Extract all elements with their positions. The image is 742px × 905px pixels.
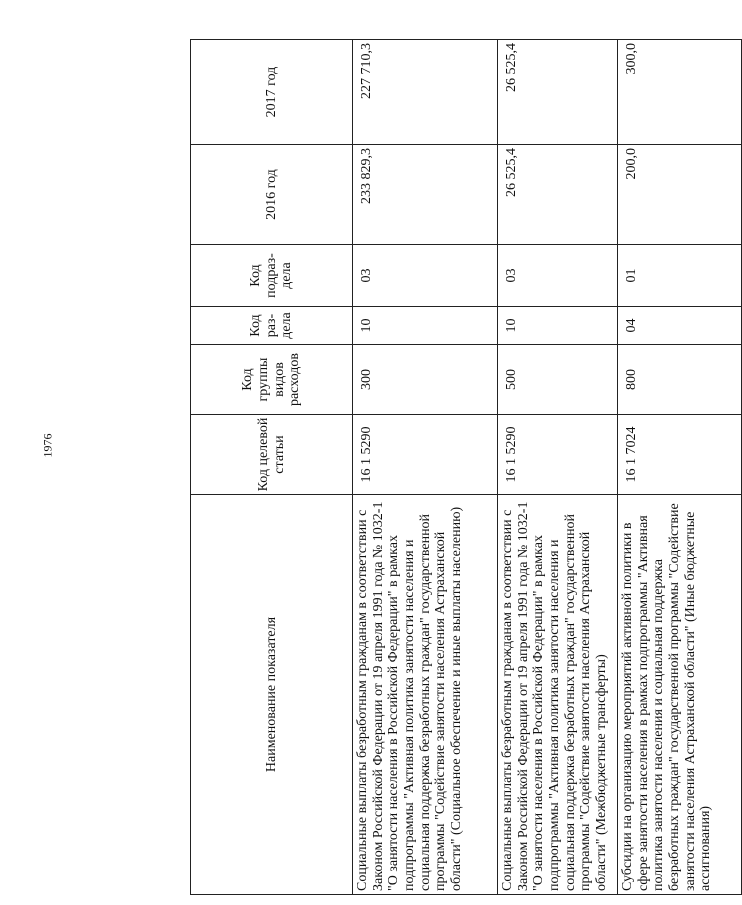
row-target-code: 16 1 5290 <box>498 415 618 495</box>
row-subsection-code: 03 <box>353 245 498 307</box>
row-year-2016: 200,0 <box>618 145 742 245</box>
header-target-code: Код целевой статьи <box>191 415 353 495</box>
row-target-code: 16 1 5290 <box>353 415 498 495</box>
budget-table <box>190 39 742 895</box>
row-group-code: 800 <box>618 345 742 415</box>
header-year-2017: 2017 год <box>191 40 353 145</box>
header-name: Наименование показателя <box>191 495 353 895</box>
row-group-code: 300 <box>353 345 498 415</box>
table-header-row <box>191 40 353 895</box>
row-name: Социальные выплаты безработным гражданам в соответствии с Законом Российской Федерации от 19 апреля 1991 года № 1032-1 "О занятости населения в Российской Федерации" в рамках подпрограммы "Активная политика занятости населения и социальная поддержка безработных граждан" государственной программы "Содействие занятости населения Астраханской области" (Межбюджетные трансферты) <box>498 495 618 895</box>
header-group-code: Код группы видов расходов <box>191 345 353 415</box>
row-section-code: 10 <box>498 307 618 345</box>
row-year-2017: 227 710,3 <box>353 40 498 145</box>
rotated-page-content <box>190 40 714 895</box>
row-subsection-code: 03 <box>498 245 618 307</box>
row-group-code: 500 <box>498 345 618 415</box>
table-row <box>353 40 498 895</box>
row-name: Субсидии на организацию мероприятий активной политики в сфере занятости населения в рамках подпрограммы "Активная политика занятости населения и социальная поддержка безработных граждан" государственной программы "Содействие занятости населения Астраханской области" (Иные бюджетные ассигнования) <box>618 495 742 895</box>
table-row <box>498 40 618 895</box>
table-row <box>618 40 742 895</box>
row-section-code: 04 <box>618 307 742 345</box>
row-subsection-code: 01 <box>618 245 742 307</box>
row-target-code: 16 1 7024 <box>618 415 742 495</box>
row-name: Социальные выплаты безработным гражданам в соответствии с Законом Российской Федерации от 19 апреля 1991 года № 1032-1 "О занятости населения в Российской Федерации" в рамках подпрограммы "Активная политика занятости населения и социальная поддержка безработных граждан" государственной программы "Содействие занятости населения Астраханской области" (Социальное обеспечение и иные выплаты населению) <box>353 495 498 895</box>
row-year-2016: 233 829,3 <box>353 145 498 245</box>
row-year-2017: 26 525,4 <box>498 40 618 145</box>
row-year-2017: 300,0 <box>618 40 742 145</box>
header-subsection-code: Код подраз-дела <box>191 245 353 307</box>
header-section-code: Код раз-дела <box>191 307 353 345</box>
row-year-2016: 26 525,4 <box>498 145 618 245</box>
header-year-2016: 2016 год <box>191 145 353 245</box>
page-number: 1976 <box>40 433 55 458</box>
row-section-code: 10 <box>353 307 498 345</box>
